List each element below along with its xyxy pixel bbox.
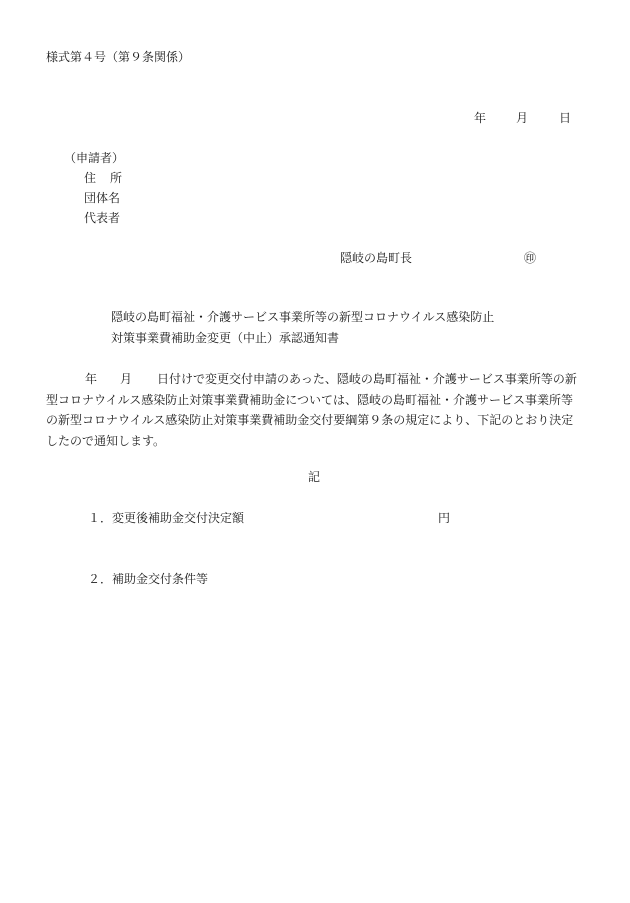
item-1-label: １．変更後補助金交付決定額 [88,511,245,525]
form-number: 様式第４号（第９条関係） [46,50,191,64]
document-title-line-1: 隠岐の島町福祉・介護サービス事業所等の新型コロナウイルス感染防止 [111,310,495,324]
applicant-address-label: 住 所 [84,171,124,185]
item-1-unit: 円 [438,511,451,525]
applicant-heading: （申請者） [64,151,125,165]
item-2-label: ２．補助金交付条件等 [88,572,209,586]
applicant-representative-label: 代表者 [84,211,121,225]
body-line-3: の新型コロナウイルス感染防止対策事業費補助金交付要綱第９条の規定により、下記のとおり決定 [46,413,574,427]
body-line-4: したので通知します。 [46,434,166,448]
date-day-label: 日 [559,111,572,125]
seal-mark: ㊞ [524,251,537,265]
body-line-1: 日付けで変更交付申請のあった、隠岐の島町福祉・介護サービス事業所等の新 [157,372,577,386]
date-month-label: 月 [516,111,529,125]
issuer-name: 隠岐の島町長 [340,251,413,265]
body-year-label: 年 [85,372,98,386]
record-mark: 記 [308,470,321,484]
body-line-2: 型コロナウイルス感染防止対策事業費補助金については、隠岐の島町福祉・介護サービス事業所等 [46,393,574,407]
body-month-label: 月 [120,372,133,386]
date-year-label: 年 [474,111,487,125]
document-title-line-2: 対策事業費補助金変更（中止）承認通知書 [111,331,340,345]
applicant-group-label: 団体名 [84,191,121,205]
